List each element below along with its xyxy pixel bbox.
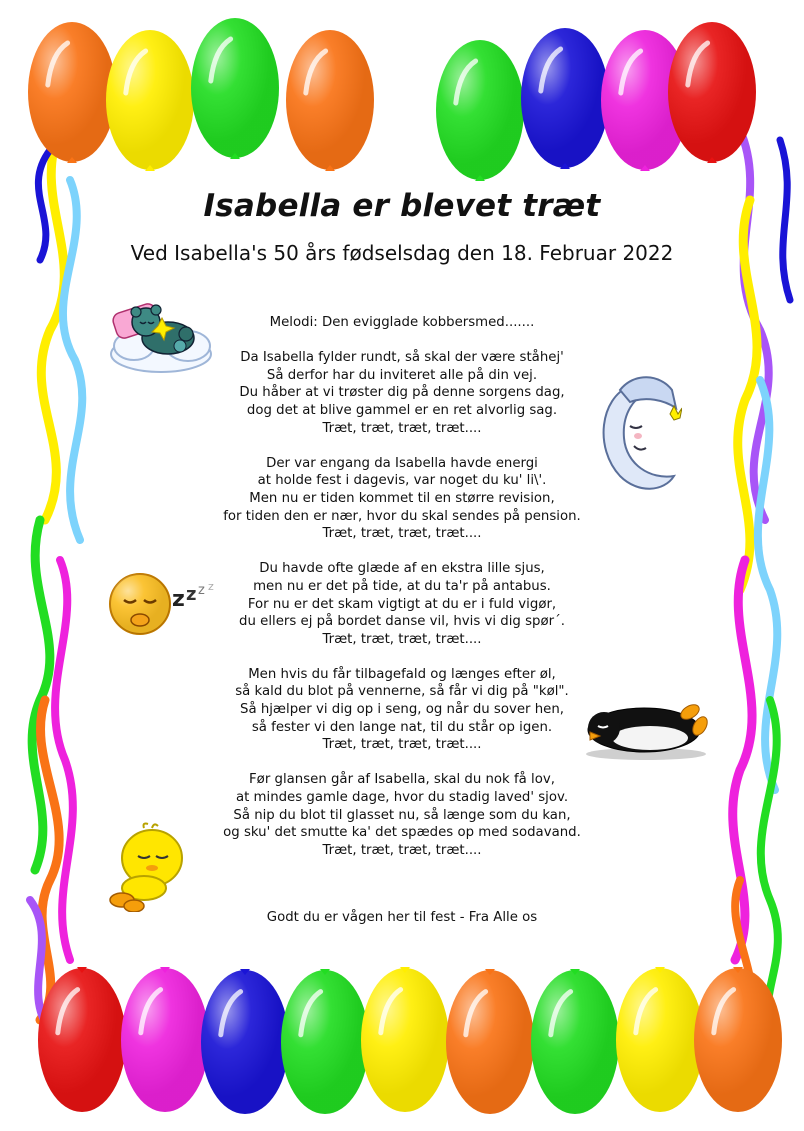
left-streamers bbox=[30, 130, 82, 1030]
refrain-line: Træt, træt, træt, træt.... bbox=[322, 631, 482, 647]
sleep-z: z bbox=[186, 584, 197, 605]
sleeping-bear-cloud-image bbox=[106, 288, 214, 376]
balloon bbox=[446, 969, 534, 1114]
bottom-balloons bbox=[38, 967, 782, 1114]
stanza-1 bbox=[160, 349, 644, 437]
verse-line: dog det at blive gammel er en ret alvorlig sag. bbox=[246, 402, 558, 418]
verse-line: For nu er det skam vigtigt at du er i fuld vigør, bbox=[247, 596, 557, 612]
refrain-line: Træt, træt, træt, træt.... bbox=[322, 526, 482, 542]
balloon bbox=[668, 22, 756, 163]
balloon bbox=[531, 969, 619, 1114]
sleep-z-tiny: z bbox=[208, 580, 214, 593]
sleeping-penguin-image bbox=[582, 692, 712, 762]
balloon bbox=[201, 969, 289, 1114]
balloon bbox=[436, 40, 524, 181]
verse-line: men nu er det på tide, at du ta'r på antabus. bbox=[253, 578, 551, 594]
balloon bbox=[121, 967, 209, 1112]
balloon bbox=[694, 967, 782, 1112]
verse-line: Da Isabella fylder rundt, så skal der være ståhej' bbox=[240, 350, 564, 366]
stanza-3 bbox=[160, 560, 644, 648]
balloon bbox=[616, 967, 704, 1112]
verse-line: og sku' det smutte ka' det spædes op med sodavand. bbox=[223, 825, 581, 841]
top-balloons bbox=[28, 18, 756, 181]
verse-line: Så nip du blot til glasset nu, så længe som du kan, bbox=[233, 807, 571, 823]
sleeping-moon-image bbox=[590, 368, 682, 498]
verse-line: Der var engang da Isabella havde energi bbox=[266, 455, 538, 471]
balloon bbox=[521, 28, 609, 169]
stanza-4 bbox=[160, 666, 644, 754]
balloon bbox=[38, 967, 126, 1112]
balloon bbox=[286, 30, 374, 171]
page-title: Isabella er blevet træt bbox=[203, 188, 601, 224]
verse-line: Så derfor har du inviteret alle på din vej. bbox=[266, 367, 538, 383]
verse-line: så fester vi den lange nat, til du står op igen. bbox=[251, 719, 553, 735]
sleep-z-large: z bbox=[172, 587, 185, 612]
verse-line: at mindes gamle dage, hvor du stadig laved' sjov. bbox=[235, 790, 569, 806]
verse-line: at holde fest i dagevis, var noget du ku' li\'. bbox=[257, 473, 547, 489]
verse-line: Du håber at vi trøster dig på denne sorgens dag, bbox=[239, 385, 565, 401]
verse-line: for tiden den er nær, hvor du skal sendes på pension. bbox=[223, 508, 581, 524]
sleeping-emoji-image bbox=[106, 568, 224, 644]
page-subtitle: Ved Isabella's 50 års fødselsdag den 18. Februar 2022 bbox=[130, 241, 674, 265]
right-streamers bbox=[733, 130, 790, 1040]
refrain-line: Træt, træt, træt, træt.... bbox=[322, 737, 482, 753]
sleeping-tweety-image bbox=[104, 822, 190, 912]
balloon bbox=[28, 22, 116, 163]
closing-greeting: Godt du er vågen her til fest - Fra Alle os bbox=[266, 910, 538, 925]
sleep-z-small: z bbox=[198, 583, 205, 598]
balloon bbox=[281, 969, 369, 1114]
balloon bbox=[106, 30, 194, 171]
stanza-5 bbox=[160, 771, 644, 859]
balloon bbox=[361, 967, 449, 1112]
balloon bbox=[191, 18, 279, 159]
refrain-line: Træt, træt, træt, træt.... bbox=[322, 420, 482, 436]
verse-line: Du havde ofte glæde af en ekstra lille sjus, bbox=[259, 561, 545, 577]
refrain-line: Træt, træt, træt, træt.... bbox=[322, 842, 482, 858]
verse-line: Men hvis du får tilbagefald og længes efter øl, bbox=[248, 666, 556, 682]
verse-line: så kald du blot på vennerne, så får vi dig på "køl". bbox=[235, 684, 569, 700]
verse-line: Før glansen går af Isabella, skal du nok få lov, bbox=[249, 772, 555, 788]
verse-line: Så hjælper vi dig op i seng, og når du sover hen, bbox=[240, 702, 564, 718]
song-text bbox=[160, 314, 644, 877]
verse-line: du ellers ej på bordet danse vil, hvis vi dig spør´. bbox=[239, 614, 565, 630]
melody-line: Melodi: Den evigglade kobbersmed....... bbox=[269, 315, 535, 330]
stanza-2 bbox=[160, 455, 644, 543]
verse-line: Men nu er tiden kommet til en større revision, bbox=[249, 490, 555, 506]
